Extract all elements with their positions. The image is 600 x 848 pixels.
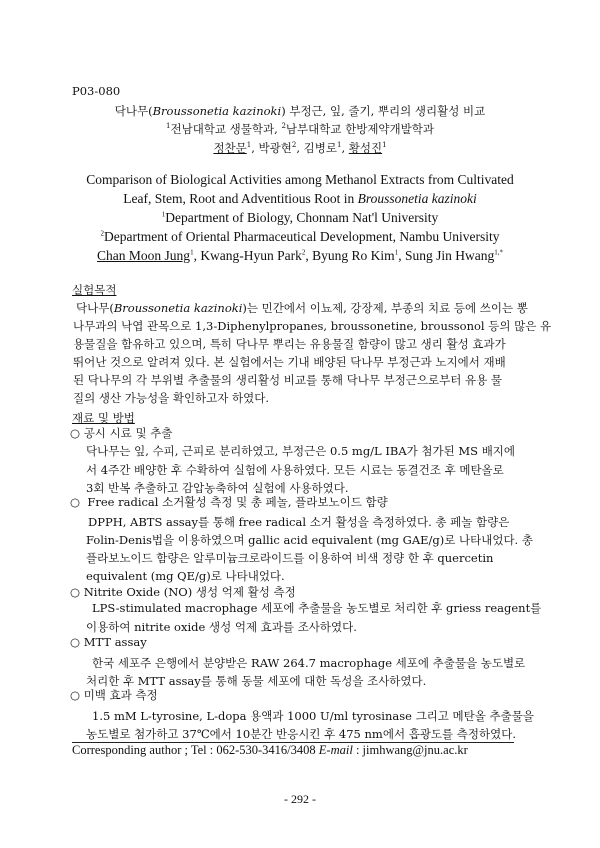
page-number: - 292 - bbox=[284, 792, 316, 806]
authors-english: Chan Moon Jung$^1$, Kwang-Hyun Park$^2$, Byung Ro Kim$^1$, Sung Jin Hwang$^{1,*}$ bbox=[97, 248, 503, 263]
author-kr-3-sup: 1 bbox=[336, 141, 342, 150]
method-5-title-text: 미백 효과 측정 bbox=[83, 688, 158, 702]
method-4-title bbox=[70, 635, 147, 649]
author-kr-2: 박광현 bbox=[258, 141, 292, 155]
author-en-4: Sung Jin Hwang bbox=[404, 248, 495, 263]
author-en-3-sup: 1 bbox=[394, 248, 399, 257]
title-korean bbox=[0, 103, 600, 119]
affiliation-english-1-text: Department of Biology, Chonnam Nat'l University bbox=[165, 210, 439, 225]
bullet-icon: ○ bbox=[70, 495, 81, 509]
author-en-4-sup: 1,* bbox=[494, 248, 503, 257]
title-korean-post: ) 부정근, 잎, 줄기, 뿌리의 생리활성 비교 bbox=[281, 104, 486, 118]
author-kr-1: 정찬문 bbox=[213, 141, 247, 155]
corresponding-author-email: : jimhwang@jnu.ac.kr bbox=[352, 743, 468, 757]
author-en-3: Byung Ro Kim bbox=[312, 248, 395, 263]
method-1-line-1: 닥나무는 잎, 수피, 근피로 분리하였고, 부정근은 0.5 mg/L IBA가 첨가된 MS 배지에 bbox=[86, 444, 516, 458]
method-4-line-1: 한국 세포주 은행에서 분양받은 RAW 264.7 macrophage 세포에 추출물을 농도별로 bbox=[92, 656, 526, 670]
method-5-title bbox=[70, 687, 158, 703]
affiliation-english-2-text: Department of Oriental Pharmaceutical Development, Nambu University bbox=[104, 229, 500, 244]
purpose-heading: 실험목적 bbox=[72, 283, 117, 297]
method-2-title-text: Free radical 소거활성 측정 및 총 페놀, 플라보노이드 함량 bbox=[87, 495, 388, 509]
affiliation-korean: $^1$전남대학교 생물학과, $^2$남부대학교 한방제약개발학과 bbox=[166, 122, 434, 136]
affiliation-korean-2: 남부대학교 한방제약개발학과 bbox=[285, 122, 434, 136]
purpose-line-5: 된 닥나무의 각 부위별 추출물의 생리활성 비교를 통해 닥나무 부정근으로부터 유용 물 bbox=[73, 373, 503, 387]
bullet-icon: ○ bbox=[70, 426, 81, 440]
method-2-line-3: 플라보노이드 함량은 알루미늄크로라이드를 이용하여 비색 정량 한 후 quercetin bbox=[86, 551, 494, 565]
method-4-line-2: 처리한 후 MTT assay를 통해 동물 세포에 대한 독성을 조사하였다. bbox=[86, 674, 427, 688]
author-kr-3: 김병로 bbox=[303, 141, 337, 155]
title-english-pre: Leaf, Stem, Root and Adventitious Root in bbox=[123, 191, 358, 206]
method-3-line-2: 이용하여 nitrite oxide 생성 억제 효과를 조사하였다. bbox=[86, 620, 357, 634]
method-5-line-2: 농도별로 첨가하고 37℃에서 10분간 반응시킨 후 475 nm에서 흡광도를 측정하였다. bbox=[86, 727, 516, 741]
title-english-line1: Comparison of Biological Activities among Methanol Extracts from Cultivated bbox=[86, 172, 514, 187]
email-label: E-mail bbox=[318, 743, 353, 757]
method-2-title bbox=[70, 494, 388, 510]
author-kr-1-sup: 1 bbox=[246, 141, 252, 150]
bullet-icon: ○ bbox=[70, 688, 81, 702]
method-3-title-text: Nitrite Oxide (NO) 생성 억제 활성 측정 bbox=[83, 585, 296, 599]
author-kr-2-sup: 2 bbox=[291, 141, 297, 150]
bullet-icon: ○ bbox=[70, 585, 81, 599]
purpose-line-2: 나무과의 낙엽 관목으로 1,3-Diphenylpropanes, broussonetine, broussonol 등의 많은 유 bbox=[73, 319, 552, 333]
title-english-species: Broussonetia kazinoki bbox=[357, 191, 477, 206]
corresponding-author bbox=[72, 743, 468, 758]
method-1-line-2: 서 4주간 배양한 후 수확하여 실험에 사용하였다. 모든 시료는 동결건조 후 메탄올로 bbox=[86, 463, 504, 477]
author-kr-4-sup: 1 bbox=[382, 141, 387, 150]
author-en-2: Kwang-Hyun Park bbox=[200, 248, 302, 263]
method-4-title-text: MTT assay bbox=[83, 635, 147, 649]
authors-korean: 정찬문$^1$, 박광현$^2$, 김병로$^1$, 황성진$^1$ bbox=[213, 141, 387, 155]
author-en-2-sup: 2 bbox=[301, 248, 306, 257]
method-2-line-1: DPPH, ABTS assay를 통해 free radical 소거 활성을 측정하였다. 총 페놀 함량은 bbox=[88, 515, 510, 529]
method-2-line-2: Folin-Denis법을 이용하였으며 gallic acid equivalent (mg GAE/g)로 나타내었다. 총 bbox=[86, 533, 533, 547]
methods-heading: 재료 및 방법 bbox=[72, 411, 135, 425]
purpose-line-6: 질의 생산 가능성을 확인하고자 하였다. bbox=[73, 391, 270, 405]
method-5-line-1: 1.5 mM L-tyrosine, L-dopa 용액과 1000 U/ml tyrosinase 그리고 메탄올 추출물을 bbox=[92, 709, 534, 723]
title-korean-species: Broussonetia kazinoki bbox=[152, 104, 282, 118]
title-english-line2 bbox=[0, 191, 600, 207]
method-3-line-1: LPS-stimulated macrophage 세포에 추출물을 농도별로 처리한 후 griess reagent를 bbox=[92, 601, 542, 615]
author-en-1-sup: 1 bbox=[190, 248, 194, 257]
method-3-title bbox=[70, 584, 296, 600]
author-en-1: Chan Moon Jung bbox=[97, 248, 191, 263]
method-1-title-text: 공시 시료 및 추출 bbox=[83, 426, 173, 440]
purpose-line-1: 닥나무(Broussonetia kazinoki)는 민간에서 이뇨제, 강장제, 부종의 치료 등에 쓰이는 뽕 bbox=[76, 301, 528, 315]
corresponding-author-tel: Corresponding author ; Tel : 062-530-3416/3408 bbox=[72, 743, 319, 757]
purpose-line-3: 용물질을 함유하고 있으며, 특히 닥나무 뿌리는 유용물질 함량이 많고 생리 활성 효과가 bbox=[73, 337, 506, 351]
affiliation-english-2: $^2$Department of Oriental Pharmaceutical Development, Nambu University bbox=[100, 229, 500, 244]
bullet-icon: ○ bbox=[70, 635, 81, 649]
affiliation-english-1: $^1$Department of Biology, Chonnam Nat'l University bbox=[161, 210, 439, 225]
title-korean-pre: 닥나무( bbox=[114, 104, 153, 118]
affiliation-korean-1: 전남대학교 생물학과, bbox=[170, 122, 278, 136]
method-2-line-4: equivalent (mg QE/g)로 나타내었다. bbox=[86, 569, 285, 583]
abstract-code: P03-080 bbox=[72, 84, 121, 98]
purpose-line-4: 뛰어난 것으로 알려져 있다. 본 실험에서는 기내 배양된 닥나무 부정근과 노지에서 재배 bbox=[73, 355, 506, 369]
author-kr-4: 황성진 bbox=[348, 141, 383, 155]
method-1-title bbox=[70, 425, 172, 441]
method-1-line-3: 3회 반복 추출하고 감압농축하여 실험에 사용하였다. bbox=[86, 481, 349, 495]
